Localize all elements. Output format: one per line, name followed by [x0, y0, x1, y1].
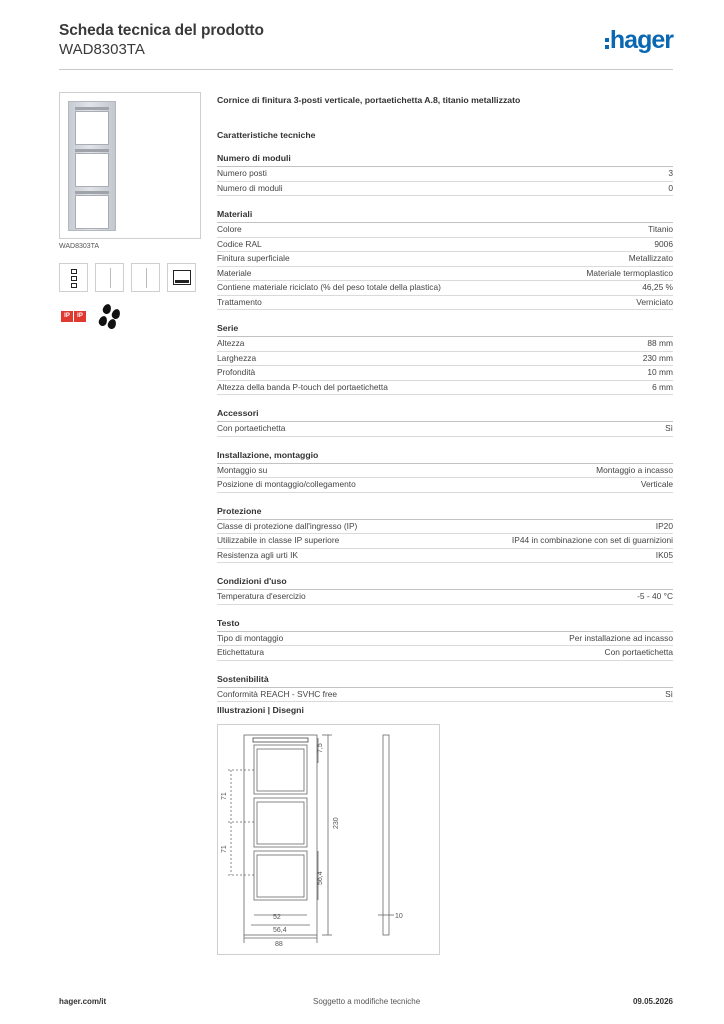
footer-date: 09.05.2026	[632, 997, 673, 1006]
page-header	[59, 20, 673, 70]
spec-value: Verticale	[640, 479, 673, 489]
spec-row	[217, 182, 673, 197]
spec-label: Numero posti	[217, 168, 267, 178]
spec-row	[217, 590, 673, 605]
product-image-caption: WAD8303TA	[59, 243, 100, 250]
illustrations-heading: Illustrazioni | Disegni	[217, 705, 304, 715]
spec-value: -5 - 40 °C	[637, 591, 673, 601]
spec-value: 9006	[654, 238, 673, 249]
spec-label: Altezza	[217, 338, 245, 348]
section-title: Serie	[217, 323, 673, 337]
logo-dots-icon	[605, 38, 609, 52]
spec-label: Temperatura d'esercizio	[217, 591, 306, 601]
plate-icon	[167, 263, 196, 292]
product-code: WAD8303TA	[59, 41, 145, 58]
section-title: Numero di moduli	[217, 153, 673, 167]
spec-label: Trattamento	[217, 296, 262, 307]
spec-label: Materiale	[217, 267, 252, 278]
spec-row	[217, 464, 673, 479]
spec-row	[217, 381, 673, 396]
document-title: Scheda tecnica del prodotto	[59, 22, 264, 39]
window-1-inner	[257, 749, 304, 791]
dimension-drawing	[218, 725, 441, 956]
spec-label: Conformità REACH - SVHC free	[217, 688, 338, 699]
section-title: Accessori	[217, 408, 673, 422]
technical-drawing	[217, 724, 440, 955]
product-description: Cornice di finitura 3-posti verticale, portaetichetta A.8, titanio metallizzato	[217, 95, 521, 105]
spec-row	[217, 646, 673, 661]
spec-value: IP44 in combinazione con set di guarnizioni	[511, 535, 673, 545]
spec-row	[217, 422, 673, 437]
spec-row	[217, 281, 673, 296]
dim-56-4-h: 56,4	[273, 927, 287, 934]
spec-label: Profondità	[217, 367, 256, 377]
product-photo	[59, 92, 201, 239]
side-view	[383, 735, 389, 935]
spec-row	[217, 478, 673, 493]
frame-outline	[244, 735, 317, 935]
line-icon	[95, 263, 124, 292]
spec-row	[217, 549, 673, 564]
dim-88: 88	[275, 941, 283, 948]
line-icon	[131, 263, 160, 292]
spec-value: 88 mm	[647, 338, 673, 348]
spec-row	[217, 267, 673, 282]
spec-row	[217, 167, 673, 182]
footer-note: Soggetto a modifiche tecniche	[313, 997, 421, 1006]
spec-row	[217, 688, 673, 703]
spec-value: Sì	[665, 688, 673, 699]
spec-section	[217, 674, 673, 703]
specifications	[217, 95, 673, 702]
section-title: Materiali	[217, 209, 673, 223]
spec-sections	[217, 153, 673, 702]
spec-label: Classe di protezione dall'ingresso (IP)	[217, 520, 358, 531]
spec-value: IP20	[655, 520, 673, 531]
ip-badge-label: IP	[61, 311, 73, 322]
spec-label: Contiene materiale riciclato (% del peso totale della plastica)	[217, 282, 441, 292]
footer-website: hager.com/it	[59, 997, 107, 1006]
spec-value: Sì	[665, 423, 673, 433]
spec-value: Metallizzato	[628, 253, 673, 263]
spec-row	[217, 366, 673, 381]
window-2-inner	[257, 802, 304, 844]
spec-label: Montaggio su	[217, 464, 268, 475]
spec-section	[217, 209, 673, 310]
spec-row	[217, 520, 673, 535]
spec-label: Utilizzabile in classe IP superiore	[217, 535, 340, 545]
spec-row	[217, 632, 673, 647]
feature-icons-row	[59, 263, 201, 292]
spec-value: 0	[668, 182, 673, 193]
spec-section	[217, 323, 673, 395]
section-title: Installazione, montaggio	[217, 450, 673, 464]
window-1	[254, 745, 307, 794]
spec-section	[217, 408, 673, 437]
spec-value: Con portaetichetta	[604, 647, 673, 657]
spec-label: Altezza della banda P-touch del portaetichetta	[217, 381, 388, 392]
spec-row	[217, 337, 673, 352]
window-2	[254, 798, 307, 847]
spec-value: 3	[668, 168, 673, 178]
spec-value: 10 mm	[647, 367, 673, 377]
section-title: Sostenibilità	[217, 674, 673, 688]
spec-row	[217, 252, 673, 267]
spec-label: Tipo di montaggio	[217, 632, 284, 643]
spec-label: Numero di moduli	[217, 182, 283, 193]
dim-230: 230	[333, 817, 340, 829]
rating-icons-row	[59, 302, 201, 331]
logo-text: hager	[609, 26, 673, 54]
spec-section	[217, 576, 673, 605]
ip-rating-icon	[59, 302, 88, 331]
spec-value: 46,25 %	[642, 282, 673, 292]
spec-value: Titanio	[648, 224, 673, 234]
spec-row	[217, 223, 673, 238]
spec-label: Etichettatura	[217, 647, 265, 657]
spec-section	[217, 618, 673, 661]
product-image-column	[59, 92, 201, 250]
spec-value: Materiale termoplastico	[586, 267, 673, 278]
spec-row	[217, 296, 673, 311]
frame-image	[68, 101, 116, 231]
dim-56-4-v: 56,4	[317, 871, 324, 885]
specs-heading: Caratteristiche tecniche	[217, 130, 316, 140]
spec-value: IK05	[655, 549, 673, 560]
ip-badge-label: IP	[74, 311, 86, 322]
water-drops-icon	[95, 302, 124, 331]
dim-10: 10	[395, 913, 403, 920]
spec-label: Larghezza	[217, 352, 257, 363]
spec-section	[217, 450, 673, 493]
spec-label: Codice RAL	[217, 238, 262, 249]
hager-logo	[605, 26, 673, 52]
spec-label: Finitura superficiale	[217, 253, 290, 263]
spec-section	[217, 153, 673, 196]
section-title: Protezione	[217, 506, 673, 520]
spec-value: Verniciato	[636, 296, 673, 307]
section-title: Testo	[217, 618, 673, 632]
window-3-inner	[257, 855, 304, 897]
window-3	[254, 851, 307, 900]
spec-value: Per installazione ad incasso	[569, 632, 673, 643]
dim-52: 52	[273, 914, 281, 921]
spec-label: Colore	[217, 224, 242, 234]
spec-label: Posizione di montaggio/collegamento	[217, 479, 356, 489]
spec-value: 230 mm	[642, 352, 673, 363]
spec-section	[217, 506, 673, 564]
spec-value: 6 mm	[652, 381, 673, 392]
dim-71-b: 71	[221, 845, 228, 853]
spec-label: Con portaetichetta	[217, 423, 286, 433]
spec-row	[217, 352, 673, 367]
label-holder	[253, 738, 308, 742]
spec-row	[217, 534, 673, 549]
frame-3-vertical-icon	[59, 263, 88, 292]
spec-row	[217, 238, 673, 253]
spec-value: Montaggio a incasso	[596, 464, 673, 475]
spec-label: Resistenza agli urti IK	[217, 549, 298, 560]
section-title: Condizioni d'uso	[217, 576, 673, 590]
dim-71-a: 71	[221, 792, 228, 800]
dim-7-5: 7,5	[317, 743, 324, 753]
